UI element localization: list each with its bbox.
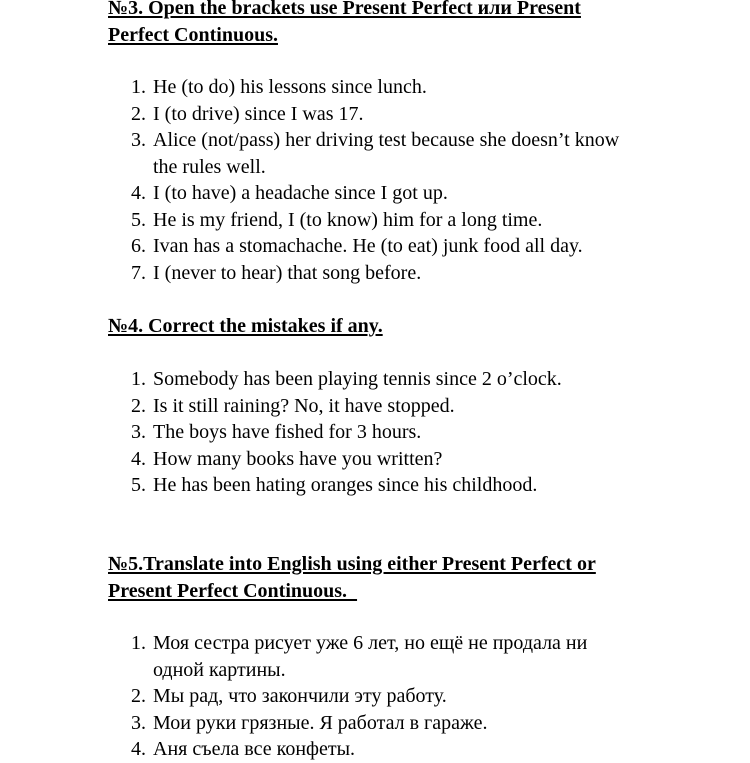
item-text xyxy=(153,233,619,260)
item-number: 3. xyxy=(131,711,146,734)
item-number: 4. xyxy=(131,738,146,760)
list-item xyxy=(0,260,619,287)
item-number: 6. xyxy=(131,235,146,257)
item-text-line: Ivan has a stomachache. He (to eat) junk food all day. xyxy=(153,235,583,257)
item-number: 3. xyxy=(131,421,146,443)
item-text-line: I (to drive) since I was 17. xyxy=(153,102,364,125)
item-number: 2. xyxy=(131,394,146,417)
item-number: 2. xyxy=(131,685,146,707)
list-item xyxy=(0,393,562,420)
item-number: 4. xyxy=(131,182,146,204)
item-text-line: одной картины. xyxy=(153,658,286,681)
section3-heading-line1: №3. Open the brackets use Present Perfect или Present xyxy=(108,0,581,19)
item-number: 1. xyxy=(131,632,146,654)
section3-heading-line2: Perfect Continuous. xyxy=(108,23,278,46)
item-text xyxy=(153,127,619,180)
section4-heading-line1: №4. Correct the mistakes if any. xyxy=(108,315,383,337)
item-text-line: The boys have fished for 3 hours. xyxy=(153,421,422,443)
list-item xyxy=(0,207,619,234)
item-number: 3. xyxy=(131,129,146,151)
list-item xyxy=(0,736,587,763)
item-text-line: Is it still raining? No, it have stopped. xyxy=(153,394,455,417)
item-text-line: the rules well. xyxy=(153,155,266,178)
section5-heading xyxy=(108,551,596,604)
item-text xyxy=(153,683,587,710)
section3-heading xyxy=(108,0,581,48)
item-text xyxy=(153,260,619,287)
item-number: 1. xyxy=(131,76,146,98)
item-text xyxy=(153,710,587,737)
list-item xyxy=(0,180,619,207)
item-text-line: Моя сестра рисует уже 6 лет, но ещё не продала ни xyxy=(153,632,588,654)
item-text xyxy=(153,446,562,473)
section4-exercise-list xyxy=(0,366,562,499)
item-text xyxy=(153,419,562,446)
item-number: 5. xyxy=(131,208,146,231)
section5-exercise-list xyxy=(0,630,587,763)
item-number: 5. xyxy=(131,474,146,496)
list-item xyxy=(0,630,587,683)
item-text xyxy=(153,180,619,207)
item-text-line: Somebody has been playing tennis since 2 o’clock. xyxy=(153,368,562,390)
item-text xyxy=(153,472,562,499)
item-text-line: How many books have you written? xyxy=(153,447,443,470)
list-item xyxy=(0,446,562,473)
list-item xyxy=(0,366,562,393)
item-number: 7. xyxy=(131,261,146,284)
list-item xyxy=(0,472,562,499)
item-number: 2. xyxy=(131,102,146,125)
item-text-line: Мои руки грязные. Я работал в гараже. xyxy=(153,711,488,734)
item-text xyxy=(153,366,562,393)
list-item xyxy=(0,710,587,737)
list-item xyxy=(0,683,587,710)
item-text-line: I (never to hear) that song before. xyxy=(153,261,422,284)
item-text xyxy=(153,630,587,683)
item-number: 4. xyxy=(131,447,146,470)
item-text-line: Аня съела все конфеты. xyxy=(153,738,356,760)
item-text-line: Alice (not/pass) her driving test because she doesn’t know xyxy=(153,129,620,151)
list-item xyxy=(0,74,619,101)
item-text-line: He (to do) his lessons since lunch. xyxy=(153,76,427,98)
list-item xyxy=(0,127,619,180)
list-item xyxy=(0,101,619,128)
item-text xyxy=(153,736,587,763)
item-text-line: He has been hating oranges since his childhood. xyxy=(153,474,538,496)
item-text-line: I (to have) a headache since I got up. xyxy=(153,182,448,204)
item-text xyxy=(153,101,619,128)
section5-heading-line1: №5.Translate into English using either Present Perfect or xyxy=(108,553,596,575)
item-number: 1. xyxy=(131,368,146,390)
list-item xyxy=(0,233,619,260)
item-text xyxy=(153,393,562,420)
item-text xyxy=(153,74,619,101)
item-text-line: Мы рад, что закончили эту работу. xyxy=(153,685,447,707)
section5-heading-line2: Present Perfect Continuous. xyxy=(108,579,358,602)
item-text-line: He is my friend, I (to know) him for a long time. xyxy=(153,208,543,231)
item-text xyxy=(153,207,619,234)
list-item xyxy=(0,419,562,446)
section4-heading xyxy=(108,313,383,340)
section3-exercise-list xyxy=(0,74,619,286)
